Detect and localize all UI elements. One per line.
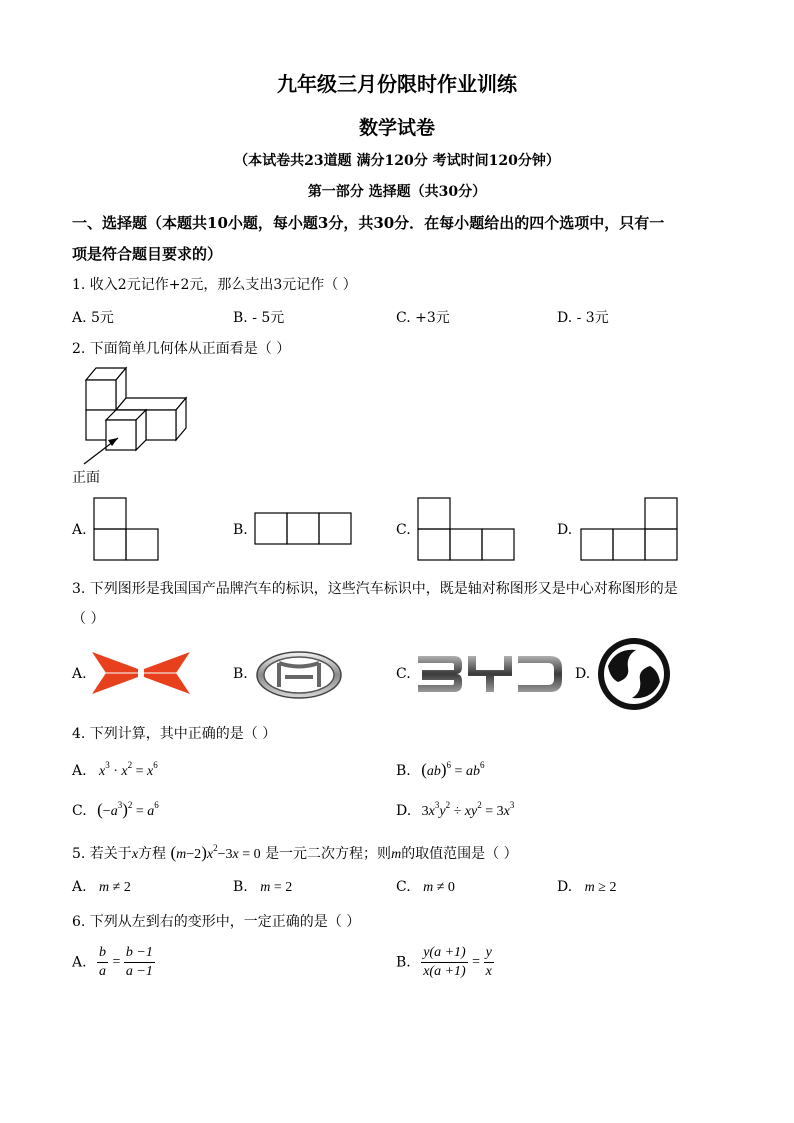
option-c-view (417, 497, 515, 561)
exam-note: （本试卷共23道题 满分120分 考试时间120分钟） (234, 153, 560, 169)
option-label: D. (396, 803, 412, 819)
question-1-option-a: A. 5元 (72, 310, 114, 326)
question-4-option-b: B. $(ab)^6 = ab^6$ (396, 760, 485, 779)
front-view-label: 正面 (72, 470, 100, 486)
question-4-option-d: D. $3x^3y^2 \div xy^2 = 3x^3$ (396, 800, 515, 819)
option-label: A. (72, 954, 87, 971)
option-label: D. (557, 879, 573, 895)
option-label: C. (72, 803, 87, 819)
part-heading: 第一部分 选择题（共30分） (307, 184, 487, 200)
option-b-view (254, 512, 352, 546)
stem-variable: x (131, 847, 139, 862)
logo-a-icon (92, 652, 190, 694)
logo-c-icon (416, 654, 564, 694)
question-3-stem-line2: （ ） (72, 611, 105, 627)
question-3-option-d: D. (575, 666, 591, 682)
question-2-option-a: A. (72, 522, 87, 538)
question-5-option-a: A. m ≠ 2 (72, 879, 131, 895)
option-label: A. (72, 879, 87, 895)
question-6-stem: 6. 下列从左到右的变形中，一定正确的是（ ） (72, 914, 361, 930)
option-d-view (580, 497, 678, 561)
stem-part: 是一元二次方程；则 (265, 846, 392, 862)
stem-part: 方程 (138, 846, 167, 862)
question-2-option-b: B. (233, 522, 248, 538)
option-label: B. (396, 954, 411, 971)
question-3-option-b: B. (233, 666, 248, 682)
logo-d-icon (596, 638, 672, 710)
question-1-option-d: D. - 3元 (557, 310, 609, 326)
question-4-option-a: A. $x^3 \cdot x^2 = x^6$ (72, 760, 158, 779)
question-5-option-c: C. m ≠ 0 (396, 879, 455, 895)
question-1-option-c: C. +3元 (396, 310, 450, 326)
option-label: A. (72, 763, 87, 779)
option-label: C. (396, 879, 411, 895)
question-4-stem: 4. 下列计算，其中正确的是（ ） (72, 726, 277, 742)
logo-b-icon (255, 650, 343, 700)
question-2-stem: 2. 下面简单几何体从正面看是（ ） (72, 341, 291, 357)
question-1-stem: 1. 收入2元记作+2元，那么支出3元记作（ ） (72, 277, 357, 293)
question-5-option-b: B. m = 2 (233, 879, 293, 895)
option-a-view (93, 497, 159, 561)
question-2-option-c: C. (396, 522, 411, 538)
question-2-option-d: D. (557, 522, 573, 538)
option-label: B. (233, 879, 248, 895)
exam-subtitle: 数学试卷 (358, 117, 435, 139)
question-4-option-c: C. $(-a^3)^2 = a^6$ (72, 800, 159, 819)
section-heading-line2: 项是符合题目要求的） (72, 245, 223, 263)
question-5-stem: 5. 若关于x方程 $(m-2)x^2-3x = 0$ 是一元二次方程；则m的取值范围是（ ） (72, 843, 518, 862)
question-3-option-a: A. (72, 666, 87, 682)
option-label: B. (396, 763, 411, 779)
question-6-option-b: B. $\frac{y(a +1)}{x(a +1)}$ = $\frac{y}{x}$ (396, 945, 492, 979)
section-heading-line1: 一、选择题（本题共10小题，每小题3分，共30分．在每小题给出的四个选项中，只有一 (72, 214, 665, 232)
stem-variable: m (391, 847, 402, 862)
stem-part: 5. 若关于 (72, 846, 132, 862)
question-5-option-d: D. m ≥ 2 (557, 879, 617, 895)
exam-title: 九年级三月份限时作业训练 (277, 72, 517, 96)
question-6-option-a: A. $\frac{b}{a}$ = $\frac{b -1}{a -1}$ (72, 945, 153, 979)
stem-part: 的取值范围是（ ） (401, 846, 518, 862)
question-3-option-c: C. (396, 666, 411, 682)
question-3-stem-line1: 3. 下列图形是我国国产品牌汽车的标识，这些汽车标识中，既是轴对称图形又是中心对称图形的是 (72, 581, 678, 597)
question-1-option-b: B. - 5元 (233, 310, 285, 326)
